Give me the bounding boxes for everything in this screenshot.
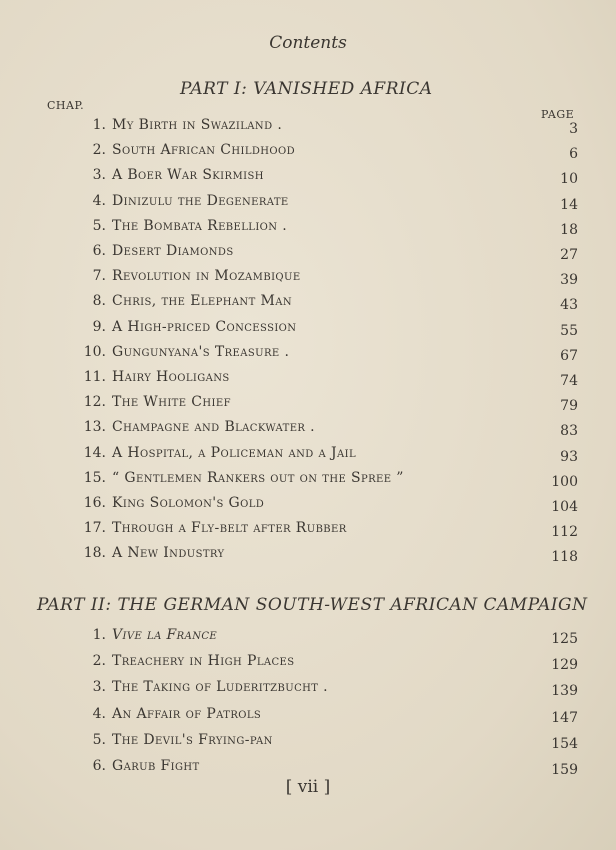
- chapter-title: A Hospital, a Policeman and a Jail: [112, 444, 357, 461]
- chapter-number: 6.: [92, 758, 106, 774]
- chapter-number: 12.: [83, 394, 106, 411]
- chapter-title: Champagne and Blackwater .: [112, 419, 316, 436]
- toc-entry: [40, 394, 578, 416]
- page-number: 100: [551, 473, 578, 490]
- chapter-number: 11.: [83, 369, 106, 385]
- page-title: Contents: [269, 33, 347, 53]
- toc-entry: [40, 679, 578, 701]
- chapter-number: 1.: [92, 627, 106, 643]
- toc-entry: [40, 344, 578, 366]
- chapter-title: The Taking of Luderitzbucht .: [112, 679, 329, 696]
- chapter-title: South African Childhood: [112, 142, 296, 159]
- chapter-title: King Solomon's Gold: [112, 495, 265, 511]
- chapter-title: Through a Fly-belt after Rubber: [112, 520, 347, 537]
- toc-entry: [40, 732, 578, 754]
- chapter-number: 8.: [92, 293, 106, 310]
- page-number: 74: [560, 373, 578, 389]
- chapter-title: “ Gentlemen Rankers out on the Spree ”: [112, 469, 404, 486]
- chapter-number: 10.: [83, 343, 106, 360]
- toc-entry: [40, 470, 578, 492]
- page-number: 93: [560, 448, 578, 465]
- chapter-title: An Affair of Patrols: [112, 705, 262, 722]
- page-number: 139: [551, 683, 578, 700]
- chapter-title: A New Industry: [112, 545, 225, 562]
- part-one-heading: PART I: VANISHED AFRICA: [180, 79, 433, 99]
- page-number: 129: [551, 657, 578, 674]
- chapter-number: 16.: [83, 495, 106, 511]
- chapter-number: 14.: [83, 444, 106, 461]
- chapter-title: The Devil's Frying-pan: [112, 731, 273, 748]
- chapter-number: 6.: [92, 243, 106, 259]
- page-number: 112: [551, 524, 578, 541]
- page-number: 67: [560, 347, 578, 364]
- toc-entry: [40, 117, 578, 139]
- page-number: 18: [560, 221, 578, 238]
- page-number: 10: [560, 171, 578, 188]
- chapter-number: 5.: [92, 731, 106, 748]
- part-two-heading: PART II: THE GERMAN SOUTH-WEST AFRICAN CAMPAIGN: [37, 595, 588, 615]
- chapter-title: My Birth in Swaziland .: [112, 117, 283, 133]
- toc-entry: [40, 243, 578, 265]
- toc-entry: [40, 293, 578, 315]
- toc-entry: [40, 142, 578, 164]
- toc-entry: [40, 706, 578, 728]
- chapter-number: 13.: [83, 419, 106, 436]
- chapter-title: The White Chief: [112, 394, 231, 411]
- chapter-number: 7.: [92, 268, 106, 285]
- page-number: 83: [560, 423, 578, 440]
- page-number: 6: [569, 146, 578, 163]
- chapter-number: 3.: [92, 167, 106, 184]
- chapter-title: Vive la France: [112, 627, 218, 643]
- chapter-number: 3.: [92, 679, 106, 696]
- chapter-title: Hairy Hooligans: [112, 369, 230, 385]
- chapter-title: Revolution in Mozambique: [112, 268, 301, 285]
- toc-entry: [40, 520, 578, 542]
- page-number: 79: [560, 398, 578, 415]
- page-number: 27: [560, 247, 578, 263]
- page-number: 43: [560, 297, 578, 314]
- chapter-title: A Boer War Skirmish: [112, 167, 264, 184]
- chapter-number: 17.: [83, 520, 106, 537]
- page-number: 125: [551, 631, 578, 647]
- page-number: 55: [560, 322, 578, 339]
- chapter-number: 18.: [83, 545, 106, 562]
- page-number: 14: [560, 196, 578, 213]
- page-number: 104: [551, 499, 578, 515]
- chapter-number: 1.: [92, 117, 106, 133]
- page-number: 147: [551, 709, 578, 726]
- chapter-number: 15.: [83, 469, 106, 486]
- chapter-title: Garub Fight: [112, 758, 200, 774]
- chapter-title: Treachery in High Places: [112, 653, 295, 670]
- chapter-number: 4.: [92, 705, 106, 722]
- toc-entry: [40, 653, 578, 675]
- page-number: 39: [560, 272, 578, 289]
- toc-entry: [40, 627, 578, 649]
- chapter-title: A High-priced Concession: [112, 318, 297, 335]
- chapter-title: Dinizulu the Degenerate: [112, 192, 289, 209]
- chapter-title: Gungunyana's Treasure .: [112, 343, 290, 360]
- chapter-title: The Bombata Rebellion .: [112, 217, 288, 234]
- chapter-number: 2.: [92, 653, 106, 670]
- toc-entry: [40, 218, 578, 240]
- toc-entry: [40, 445, 578, 467]
- toc-entry: [40, 545, 578, 567]
- toc-entry: [40, 167, 578, 189]
- page-number: 154: [551, 735, 578, 752]
- chapter-title: Chris, the Elephant Man: [112, 293, 293, 310]
- page-column-label: PAGE: [541, 108, 575, 121]
- page-number: 3: [569, 121, 578, 137]
- toc-entry: [40, 268, 578, 290]
- chapter-title: Desert Diamonds: [112, 243, 234, 259]
- chapter-column-label: CHAP.: [47, 99, 85, 112]
- toc-entry: [40, 419, 578, 441]
- page-number: 159: [551, 762, 578, 778]
- toc-entry: [40, 193, 578, 215]
- chapter-number: 4.: [92, 192, 106, 209]
- chapter-number: 2.: [92, 142, 106, 159]
- page-number: 118: [551, 549, 578, 566]
- chapter-number: 9.: [92, 318, 106, 335]
- page-folio: [ vii ]: [285, 777, 331, 797]
- toc-entry: [40, 369, 578, 391]
- toc-entry: [40, 495, 578, 517]
- chapter-number: 5.: [92, 217, 106, 234]
- toc-entry: [40, 319, 578, 341]
